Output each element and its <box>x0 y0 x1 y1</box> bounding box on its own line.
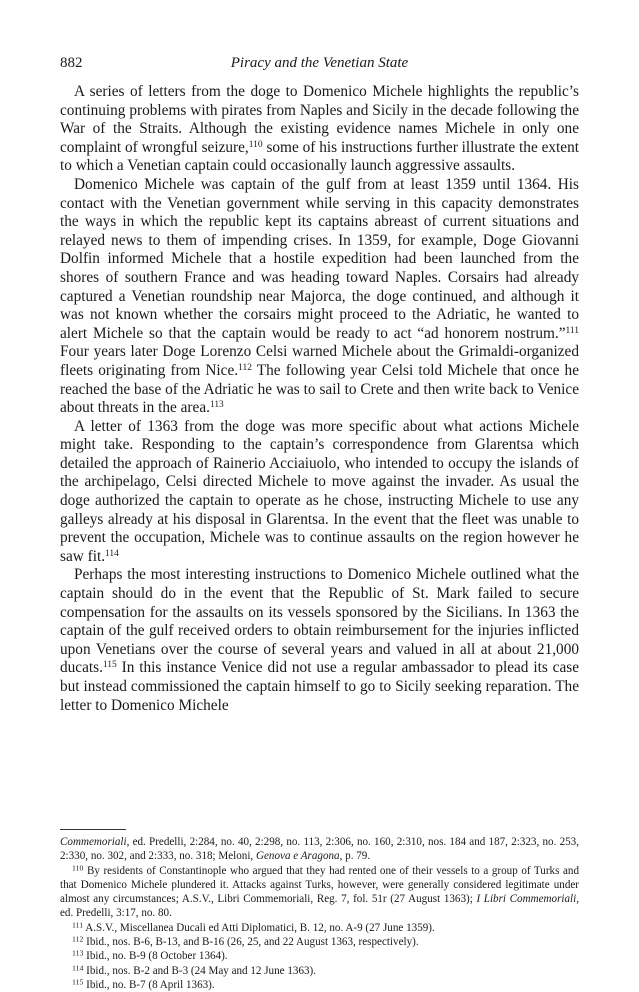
footnote-text: A.S.V., Miscellanea Ducali ed Atti Diplomatici, B. 12, no. A-9 (27 June 1359). <box>83 921 435 934</box>
footnote-112 <box>60 935 579 949</box>
paragraph-1 <box>60 83 579 176</box>
footnote-number: 112 <box>72 934 84 944</box>
work-title: Commemoriali <box>60 836 127 848</box>
paragraph-2 <box>60 176 579 418</box>
footnote-number: 113 <box>72 948 84 958</box>
paragraph-text: The following year Celsi told Michele that once he reached the base of the Adriatic he was to sail to Crete and then write back to Venice about threats in the area. <box>60 361 579 417</box>
footnote-ref[interactable]: 115 <box>102 660 117 671</box>
footnote-divider <box>60 829 126 830</box>
footnote-110 <box>60 864 579 921</box>
book-page <box>60 52 579 715</box>
footnote-number: 110 <box>72 863 84 873</box>
footnotes-section <box>60 829 579 992</box>
footnote-ref[interactable]: 111 <box>565 325 579 336</box>
footnote-ref[interactable]: 113 <box>209 399 224 410</box>
paragraph-text: Four years later Doge Lorenzo Celsi warned Michele about the Grimaldi-organized fleets originating from Nice. <box>60 343 579 379</box>
footnote-114 <box>60 964 579 978</box>
footnote-113 <box>60 949 579 963</box>
paragraph-4 <box>60 566 579 715</box>
footnote-text: , p. 79. <box>339 850 371 863</box>
footnote-115 <box>60 978 579 992</box>
footnote-number: 111 <box>72 920 84 930</box>
footnote-text: Ibid., nos. B-2 and B-3 (24 May and 12 June 1363). <box>83 964 317 977</box>
footnote-text: Ibid., no. B-7 (8 April 1363). <box>83 978 215 991</box>
paragraph-3 <box>60 418 579 567</box>
paragraph-text: In this instance Venice did not use a regular ambassador to plead its case but instead commissioned the captain himself to go to Sicily seeking reparation. The letter to Domenico Michele <box>60 659 579 714</box>
footnote-number: 115 <box>72 977 84 987</box>
footnote-number: 114 <box>72 963 84 973</box>
footnote-111 <box>60 921 579 935</box>
footnote-text: Ibid., no. B-9 (8 October 1364). <box>83 950 228 963</box>
main-text <box>60 83 579 715</box>
work-title: Genova e Aragona <box>255 850 340 863</box>
footnote-ref[interactable]: 110 <box>248 139 263 150</box>
paragraph-text: A letter of 1363 from the doge was more specific about what actions Michele might take. Responding to the captain’s correspondence from Glarentsa which detailed the approach of Rainerio Acciaiuolo, who intended to occupy the islands of the archipelago, Celsi directed Michele to move against the invader. As usual the doge authorized the captain to operate as he chose, instructing Michele to use any galleys already at his disposal in Glarentsa. In the event that the fleet was unable to prevent the occupation, Michele was to continue assaults on the region however he saw fit. <box>60 417 579 565</box>
footnote-text: By residents of Constantinople who argued that they had rented one of their vessels to a group of Turks and that Domenico Michele plundered it. Attacks against Turks, however, were generally considered legitimate under almost any circumstances; A.S.V., Libri Commemoriali, Reg. 7, fol. 51r (27 August 1363); <box>60 864 579 906</box>
page-number: 882 <box>60 55 83 71</box>
paragraph-text: Perhaps the most interesting instructions to Domenico Michele outlined what the captain should do in the event that the Republic of St. Mark failed to secure compensation for the assaults on its vessels sponsored by the Sicilians. In 1363 the captain of the gulf received orders to obtain reimbursement for the injuries inflicted upon Venetians over the course of several years and valued in all at about 21,000 ducats. <box>60 566 579 677</box>
footnote-text: Ibid., nos. B-6, B-13, and B-16 (26, 25, and 22 August 1363, respectively). <box>83 936 419 949</box>
running-title: Piracy and the Venetian State <box>230 55 409 71</box>
footnote-continuation <box>60 835 579 864</box>
footnote-text: , ed. Predelli, 2:284, no. 40, 2:298, no. 113, 2:306, no. 160, 2:310, nos. 184 and 187, 2:323, no. 253, 2:330, no. 302, and 2:333, no. 318; Meloni, <box>60 836 579 863</box>
paragraph-text: some of his instructions further illustrate the extent to which a Venetian captain could occasionally launch aggressive assaults. <box>60 138 579 175</box>
work-title: I Libri Commemoriali <box>476 893 577 906</box>
footnote-ref[interactable]: 114 <box>105 548 119 559</box>
paragraph-text: Domenico Michele was captain of the gulf from at least 1359 until 1364. His contact with the Venetian government while serving in this capacity demonstrates the ways in which the republic kept its captains abreast of current situations and relayed news to them of impending crises. In 1359, for example, Doge Giovanni Dolfin informed Michele that a hostile expedition had been launched from the shores of southern France and was heading toward Naples. Corsairs had already captured a Venetian roundship near Majorca, the doge continued, and although it was not known whether the corsairs might proceed to the Adriatic, he wanted to alert Michele so that the captain would be ready to act “ad honorem nostrum.” <box>60 175 579 342</box>
footnote-ref[interactable]: 112 <box>238 362 252 373</box>
paragraph-text: A series of letters from the doge to Domenico Michele highlights the republic’s continuing problems with pirates from Naples and Sicily in the decade following the War of the Straits. Although the existing evidence names Michele in only one complaint of wrongful seizure, <box>60 83 579 156</box>
running-header <box>60 52 579 74</box>
footnote-text: , ed. Predelli, 3:17, no. 80. <box>60 893 579 920</box>
